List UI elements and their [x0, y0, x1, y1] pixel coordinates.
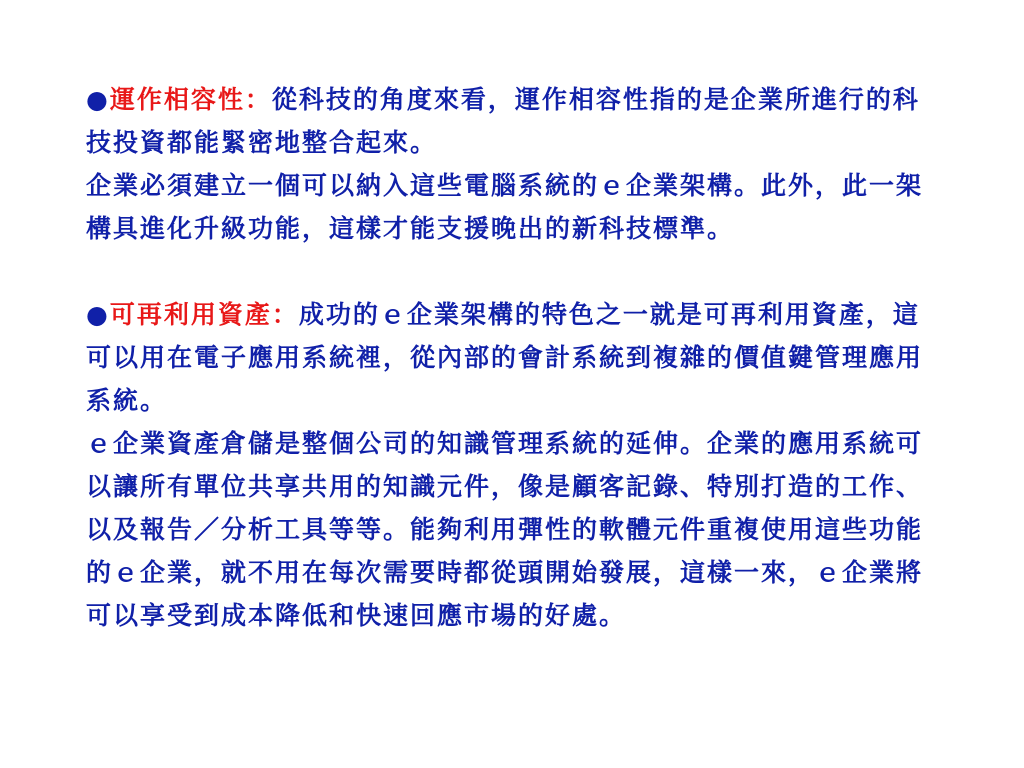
- section-2-body-paragraph: ｅ企業資產倉儲是整個公司的知識管理系統的延伸。企業的應用系統可以讓所有單位共享共用的知識元件，像是顧客記錄、特別打造的工作、以及報告／分析工具等等。能夠利用彈性的軟體元件重複使用這些功能的ｅ企業，就不用在每次需要時都從頭開始發展，這樣一來，ｅ企業將可以享受到成本降低和快速回應市場的好處。: [86, 429, 924, 630]
- section-1-body-paragraph: 企業必須建立一個可以納入這些電腦系統的ｅ企業架構。此外，此一架構具進化升級功能，這樣才能支援晚出的新科技標準。: [86, 171, 924, 243]
- section-1-intro-text: 從科技的角度來看，運作相容性指的是企業所進行的科技投資都能緊密地整合起來。: [86, 85, 920, 157]
- section-reusable-assets: [86, 293, 946, 637]
- section-heading: 運作相容性: [109, 85, 245, 114]
- section-2-intro-text: 成功的ｅ企業架構的特色之一就是可再利用資產，這可以用在電子應用系統裡，從內部的會計系統到複雜的價值鍵管理應用系統。: [86, 300, 924, 415]
- heading-colon: ：: [271, 300, 299, 329]
- section-1-intro-paragraph: [86, 78, 946, 164]
- section-heading: 可再利用資產: [109, 300, 272, 329]
- heading-colon: ：: [244, 85, 272, 114]
- bullet-icon: ●: [86, 85, 110, 114]
- section-2-intro-paragraph: [86, 293, 946, 422]
- bullet-icon: ●: [86, 300, 110, 329]
- section-spacer: [86, 250, 946, 293]
- section-operational-compatibility: [86, 78, 946, 250]
